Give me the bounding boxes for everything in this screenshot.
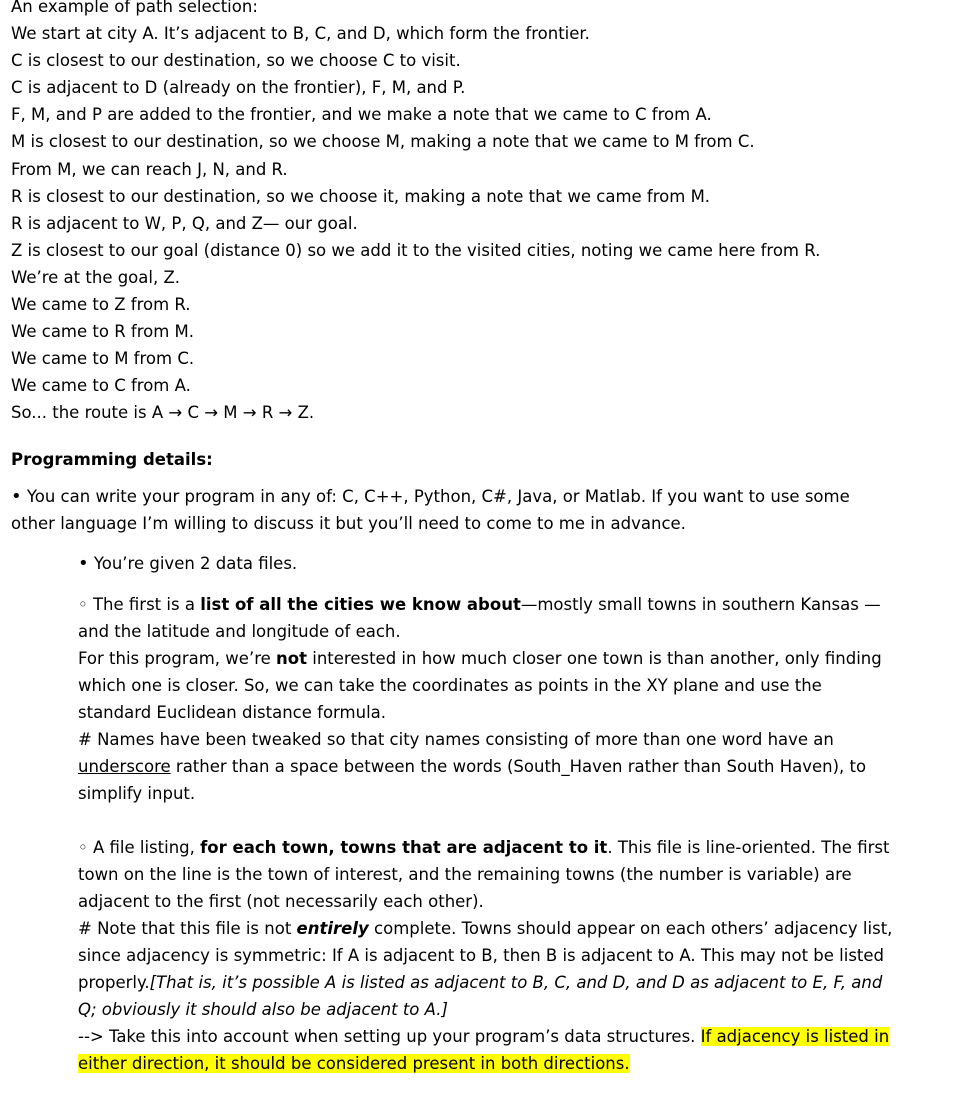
entirely-emphasis: entirely: [296, 918, 369, 938]
example-line-6: M is closest to our destination, so we choose M, making a note that we came to M from C.: [11, 132, 755, 152]
underscore-term: underscore: [78, 757, 171, 777]
example-line-9: R is adjacent to W, P, Q, and Z— our goal.: [11, 213, 358, 233]
example-line-5: F, M, and P are added to the frontier, and we make a note that we came to C from A.: [11, 105, 712, 125]
example-line-11: We’re at the goal, Z.: [11, 267, 181, 287]
document-page: [11, 0, 956, 1077]
example-line-8: R is closest to our destination, so we choose it, making a note that we came from M.: [11, 186, 711, 206]
example-line-7: From M, we can reach J, N, and R.: [11, 159, 288, 179]
completeness-note-text: # Note that this file is not: [78, 918, 297, 938]
adjacency-file-text-end: . This file is line-oriented. The first town on the line is the town of interest, and the remaining towns (the number is variable) are adjacent to the first (not necessarily each other).: [78, 837, 890, 911]
cities-file-item: [78, 591, 893, 808]
adjacency-file-bold: for each town, towns that are adjacent to it: [200, 837, 608, 857]
names-note-text-end: rather than a space between the words (South_Haven rather than South Haven), to simplify input.: [78, 757, 867, 804]
programming-details-heading: Programming details:: [11, 449, 213, 469]
example-line-2: We start at city A. It’s adjacent to B, C, and D, which form the frontier.: [11, 24, 590, 44]
example-line-12: We came to Z from R.: [11, 295, 191, 315]
distance-note-text: For this program, we’re: [78, 648, 277, 668]
adjacency-file-paragraph-3: [78, 1023, 893, 1077]
path-example-section: [11, 0, 956, 427]
route-summary-line: So... the route is A → C → M → R → Z.: [11, 403, 315, 423]
adjacency-file-item: [78, 834, 893, 1078]
bullet-marker: •: [11, 485, 22, 507]
adjacency-file-paragraph-1: [78, 834, 893, 915]
sub-bullet-marker: ◦: [78, 837, 88, 857]
distance-note-text-end: interested in how much closer one town is than another, only finding which one is closer. So, we can take the coordinates as points in the XY plane and use the standard Euclidean distance formula.: [78, 648, 882, 723]
cities-file-paragraph-2: [78, 645, 893, 726]
completeness-note-example: [That is, it’s possible A is listed as adjacent to B, C, and D, and D as adjacent to E, F, and Q; obviously it should also be adjacent to A.]: [78, 973, 883, 1020]
example-line-15: We came to C from A.: [11, 376, 191, 396]
cities-file-text: The first is a: [87, 594, 201, 614]
cities-file-text-end: —mostly small towns in southern Kansas —and the latitude and longitude of each.: [78, 594, 881, 641]
data-structures-note: --> Take this into account when setting up your program’s data structures.: [78, 1027, 701, 1047]
cities-file-paragraph-3: [78, 726, 893, 807]
example-line-3: C is closest to our destination, so we choose C to visit.: [11, 51, 461, 71]
cities-file-bold: list of all the cities we know about: [200, 594, 521, 614]
language-bullet: [11, 483, 861, 537]
bullet-marker: •: [78, 552, 89, 574]
cities-file-paragraph-1: [78, 591, 893, 645]
language-bullet-text: You can write your program in any of: C, C++, Python, C#, Java, or Matlab. If you want to use some other language I’m willing to discuss it but you’ll need to come to me in advance.: [11, 486, 850, 533]
example-line-1: An example of path selection:: [11, 0, 258, 16]
highlighted-adjacency-rule: If adjacency is listed in either direction, it should be considered present in both directions.: [78, 1027, 890, 1074]
adjacency-file-text: A file listing,: [87, 837, 201, 857]
example-line-14: We came to M from C.: [11, 349, 195, 369]
example-line-10: Z is closest to our goal (distance 0) so we add it to the visited cities, noting we came here from R.: [11, 240, 821, 260]
completeness-note-text-mid: complete. Towns should appear on each others’ adjacency list, since adjacency is symmetric: If A is adjacent to B, then B is adjacent to A. This may not be listed properly.: [78, 918, 893, 992]
example-line-4: C is adjacent to D (already on the frontier), F, M, and P.: [11, 78, 466, 98]
data-files-bullet: [78, 550, 893, 577]
data-files-bullet-text: You’re given 2 data files.: [88, 553, 298, 573]
names-note-text: # Names have been tweaked so that city names consisting of more than one word have an: [78, 730, 834, 750]
example-line-13: We came to R from M.: [11, 322, 195, 342]
adjacency-file-paragraph-2: [78, 915, 893, 1023]
sub-bullet-marker: ◦: [78, 594, 88, 614]
distance-note-bold: not: [276, 648, 307, 668]
